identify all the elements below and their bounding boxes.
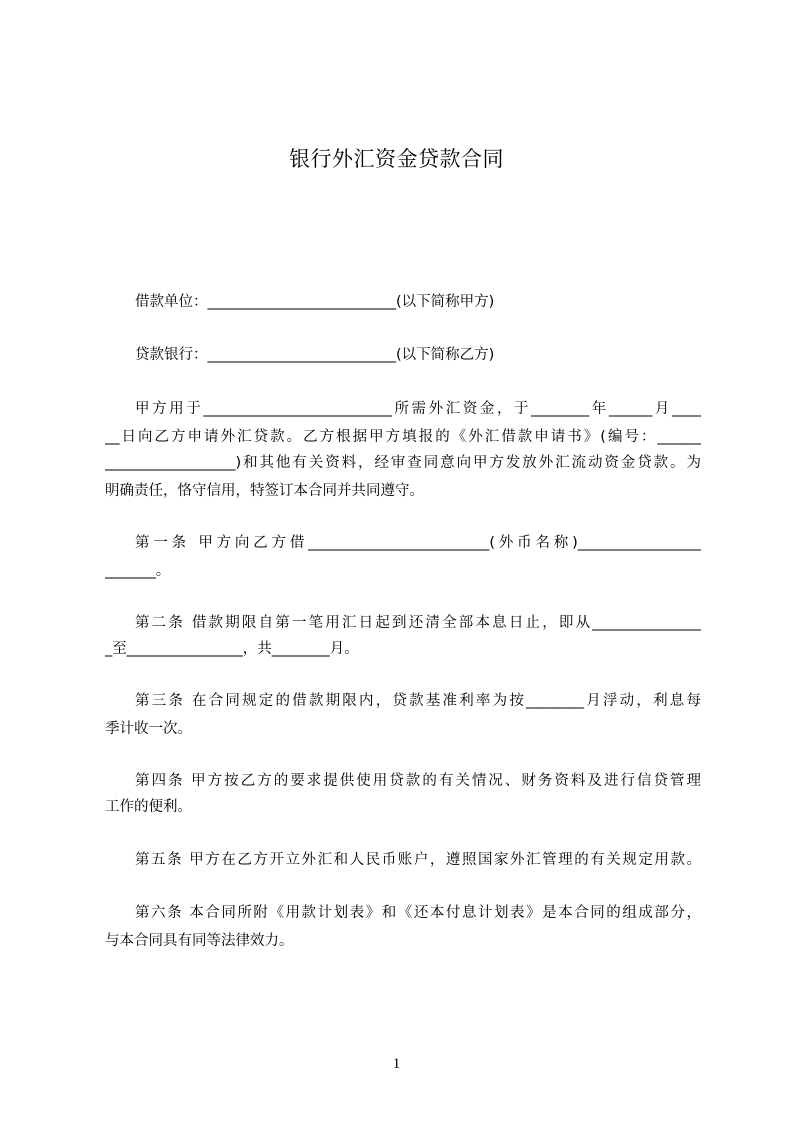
preamble-line-1: 甲方用于__________________________所需外汇资金，于________年______月____ [135, 401, 701, 417]
article-3-line-1: 第三条 在合同规定的借款期限内，贷款基准利率为按________月浮动，利息每 [135, 693, 701, 709]
article-2-line-1: 第二条 借款期限自第一笔用汇日起到还清全部本息日止，即从_______________ [135, 615, 701, 631]
party-a-line: 借款单位：__________________________(以下简称甲方) [135, 294, 495, 310]
document-title: 银行外汇资金贷款合同 [289, 147, 504, 171]
preamble-line-4: 明确责任，恪守信用，特签订本合同并共同遵守。 [105, 483, 424, 499]
article-6-line-2: 与本合同具有同等法律效力。 [105, 933, 294, 949]
party-b-line: 贷款银行：__________________________(以下简称乙方) [135, 347, 495, 363]
preamble-line-3: __________________)和其他有关资料，经审查同意向甲方发放外汇流动资金贷款。为 [105, 455, 701, 471]
article-4-line-2: 工作的便利。 [105, 799, 192, 815]
page-number: 1 [392, 1056, 401, 1072]
article-3-line-2: 季计收一次。 [105, 721, 192, 737]
article-4-line-1: 第四条 甲方按乙方的要求提供使用贷款的有关情况、财务资料及进行信贷管理 [135, 773, 701, 789]
article-6-line-1: 第六条 本合同所附《用款计划表》和《还本付息计划表》是本合同的组成部分， [135, 905, 701, 921]
preamble-line-2: __日向乙方申请外汇贷款。乙方根据甲方填报的《外汇借款申请书》(编号：______ [105, 429, 701, 445]
article-5-line-1: 第五条 甲方在乙方开立外汇和人民币账户，遵照国家外汇管理的有关规定用款。 [135, 852, 701, 868]
article-1-line-1: 第一条 甲方向乙方借_________________________(外币名称)_________________ [135, 535, 701, 551]
article-1-line-2: _______。 [105, 563, 171, 579]
article-2-line-2: _至________________，共________月。 [105, 641, 359, 657]
